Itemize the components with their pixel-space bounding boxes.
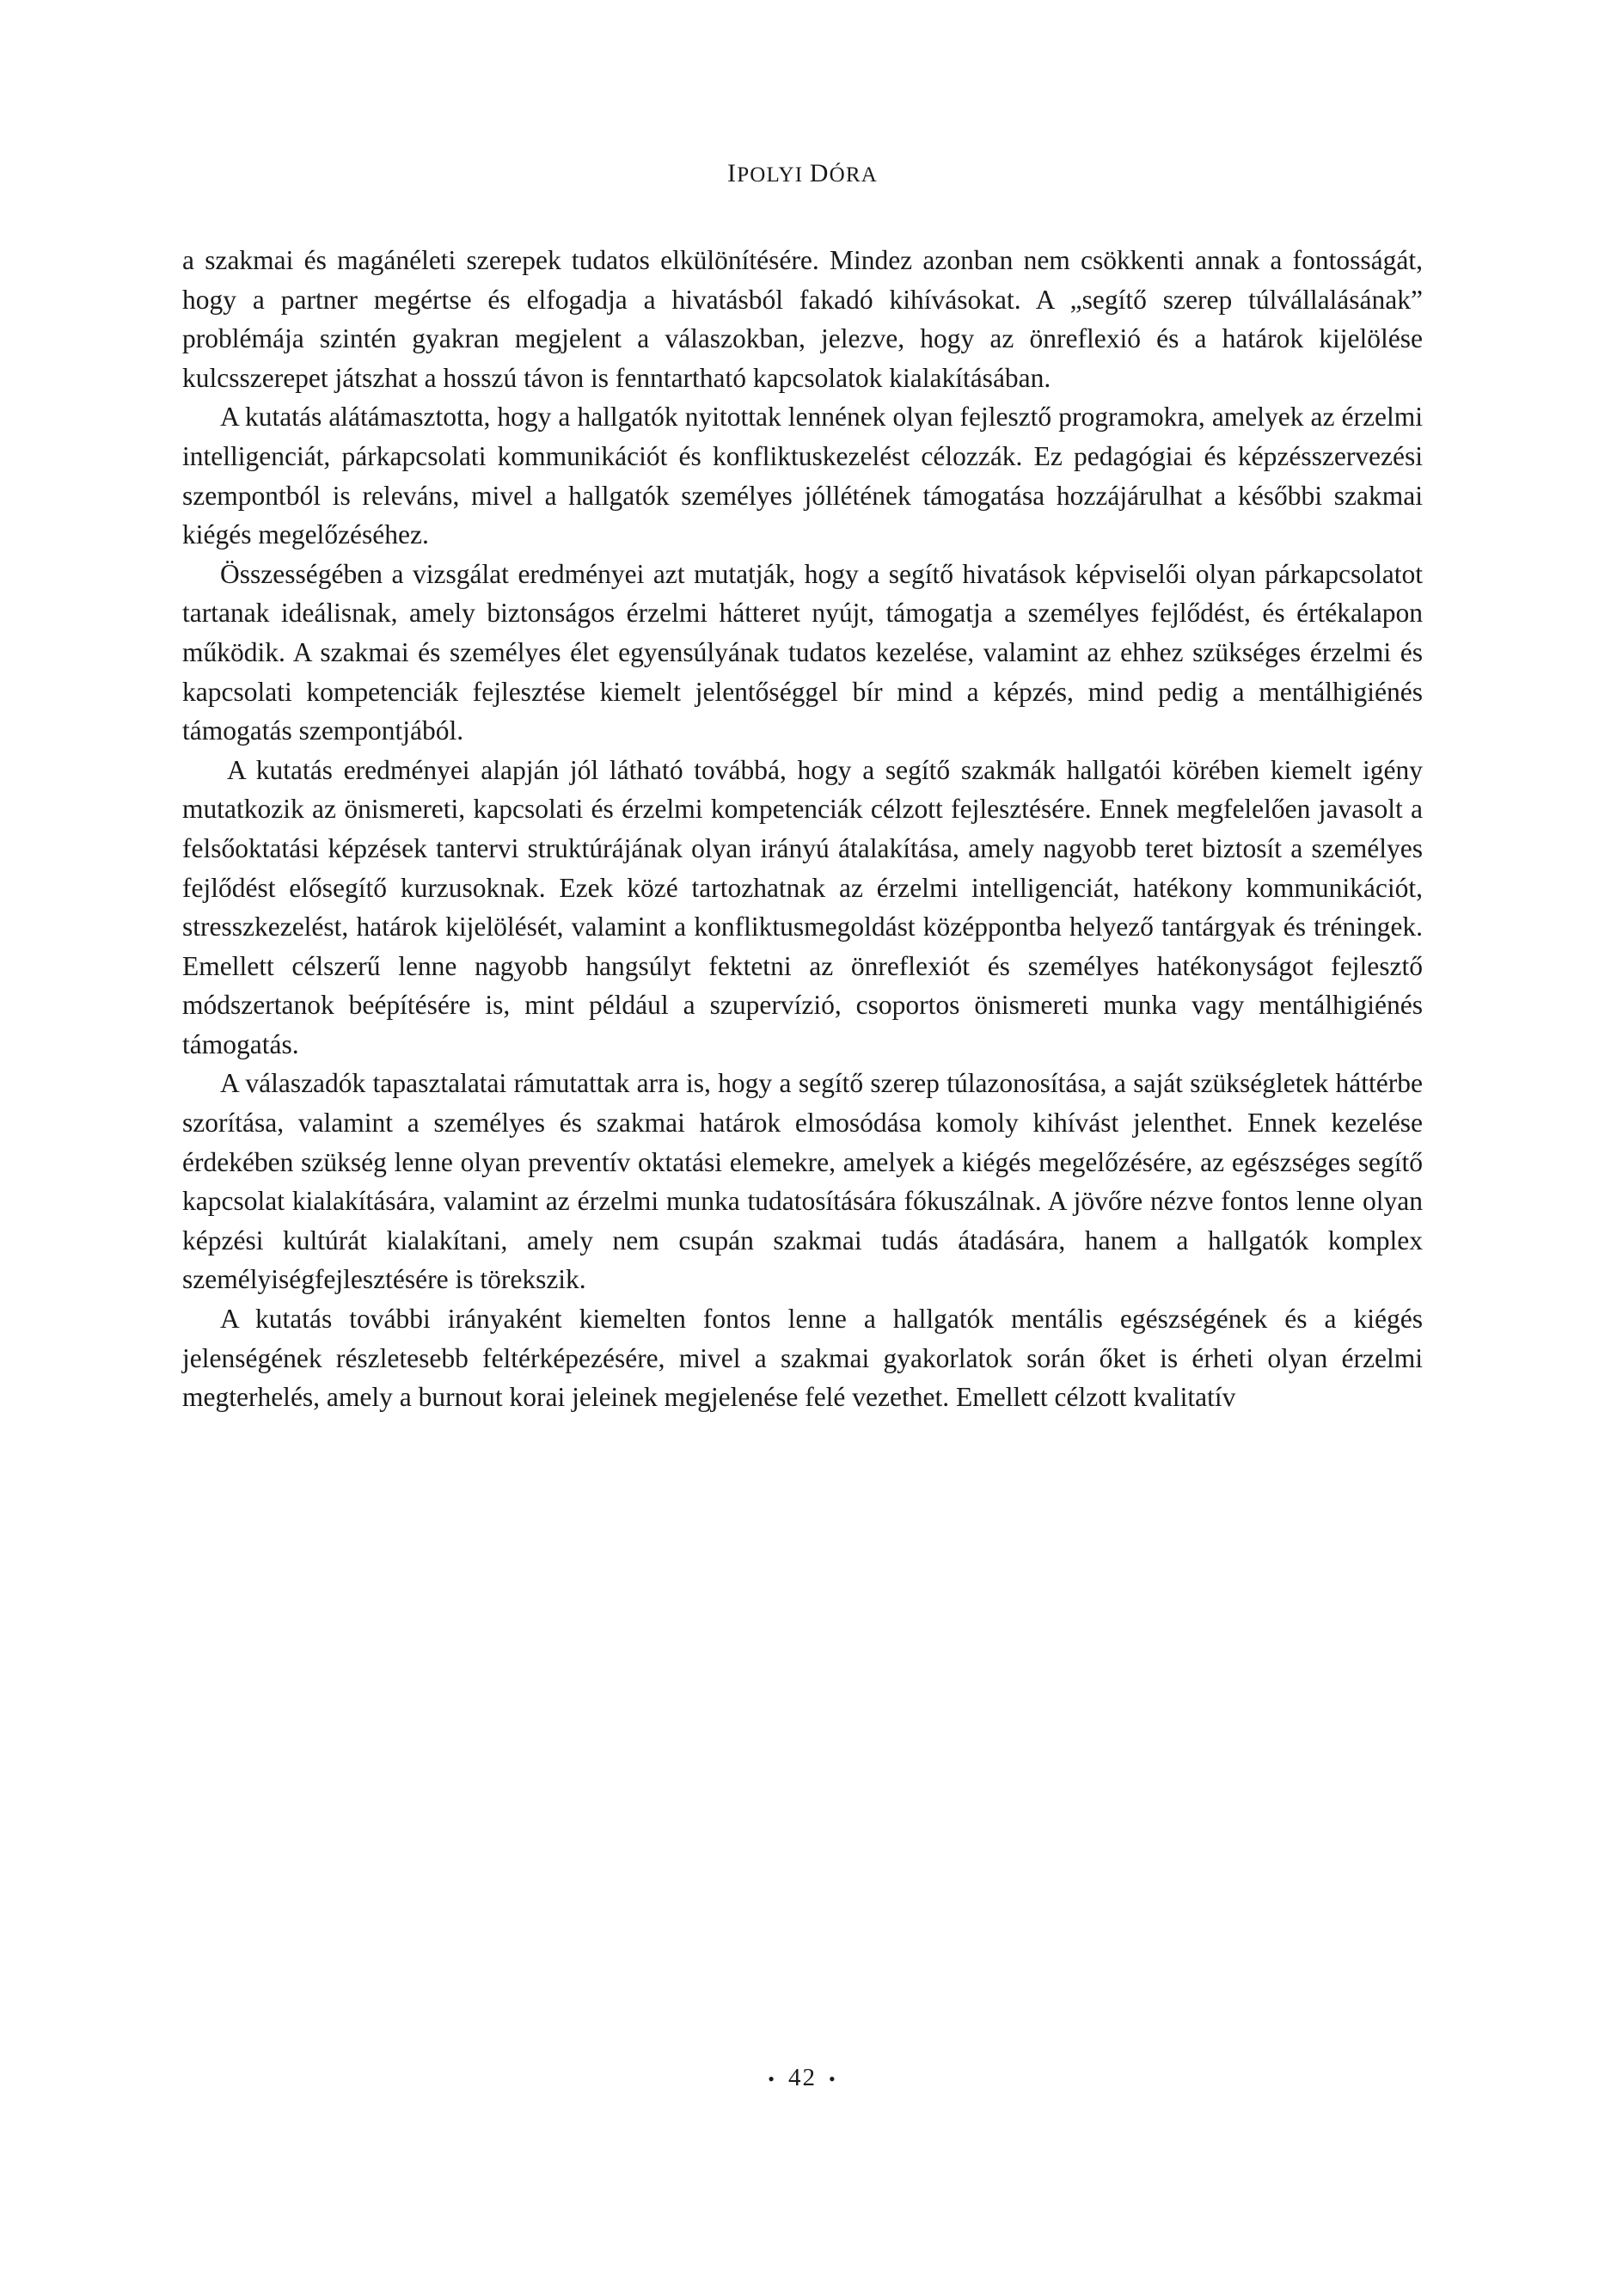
folio-ornament-left: • [768,2068,776,2090]
paragraph: a szakmai és magánéleti szerepek tudatos elkülönítésére. Mindez azonban nem csökkenti annak a fontosságát, hogy a partner megértse és elfogadja a hivatásból fakadó kihívásokat. A „segítő szerep túlvállalásának” problémája szintén gyakran megjelent a válaszokban, jelezve, hogy az önreflexió és a határok kijelölése kulcsszerepet játszhat a hosszú távon is fenntartható kapcsolatok kialakításában. [182,245,1423,393]
paragraph: A kutatás eredményei alapján jól látható továbbá, hogy a segítő szakmák hallgatói körében kiemelt igény mutatkozik az önismereti, kapcsolati és érzelmi kompetenciák célzott fejlesztésére. Ennek megfelelően javasolt a felsőoktatási képzések tantervi struktúrájának olyan irányú átalakítása, amely nagyobb teret biztosít a személyes fejlődést elősegítő kurzusoknak. Ezek közé tartozhatnak az érzelmi intelligenciát, hatékony kommunikációt, stresszkezelést, határok kijelölését, valamint a konfliktusmegoldást középpontba helyező tantárgyak és tréningek. Emellett célszerű lenne nagyobb hangsúlyt fektetni az önreflexiót és személyes hatékonyságot fejlesztő módszertanok beépítésére is, mint például a szupervízió, csoportos önismereti munka vagy mentálhigiénés támogatás. [182,754,1423,1059]
paragraph: Összességében a vizsgálat eredményei azt mutatják, hogy a segítő hivatások képviselői olyan párkapcsolatot tartanak ideálisnak, amely biztonságos érzelmi hátteret nyújt, támogatja a személyes fejlődést, és értékalapon működik. A szakmai és személyes élet egyensúlyának tudatos kezelése, valamint az ehhez szükséges érzelmi és kapcsolati kompetenciák fejlesztése kiemelt jelentőséggel bír mind a képzés, mind pedig a mentálhigiénés támogatás szempontjából. [182,558,1423,746]
folio-ornament-right: • [829,2068,837,2090]
page-number [0,2064,1605,2092]
paragraph: A kutatás alátámasztotta, hogy a hallgatók nyitottak lennének olyan fejlesztő programokra, amelyek az érzelmi intelligenciát, párkapcsolati kommunikációt és konfliktuskezelést célozzák. Ez pedagógiai és képzésszervezési szempontból is releváns, mivel a hallgatók személyes jóllétének támogatása hozzájárulhat a későbbi szakmai kiégés megelőzéséhez. [182,402,1423,550]
running-head-text: IPOLYI DÓRA [726,159,879,187]
folio-number: 42 [788,2064,817,2091]
paragraph: A kutatás további irányaként kiemelten fontos lenne a hallgatók mentális egészségének és a kiégés jelenségének részletesebb feltérképezésére, mivel a szakmai gyakorlatok során őket is érheti olyan érzelmi megterhelés, amely a burnout korai jeleinek megjelenése felé vezethet. Emellett célzott kvalitatív [182,1304,1423,1413]
paragraph: A válaszadók tapasztalatai rámutattak arra is, hogy a segítő szerep túlazonosítása, a saját szükségletek háttérbe szorítása, valamint a személyes és szakmai határok elmosódása komoly kihívást jelenthet. Ennek kezelése érdekében szükség lenne olyan preventív oktatási elemekre, amelyek a kiégés megelőzésére, az egészséges segítő kapcsolat kialakítására, valamint az érzelmi munka tudatosítására fókuszálnak. A jövőre nézve fontos lenne olyan képzési kultúrát kialakítani, amely nem csupán szakmai tudás átadására, hanem a hallgatók komplex személyiségfejlesztésére is törekszik. [182,1068,1423,1295]
body-text-column [182,241,1423,1417]
running-head [0,159,1605,188]
